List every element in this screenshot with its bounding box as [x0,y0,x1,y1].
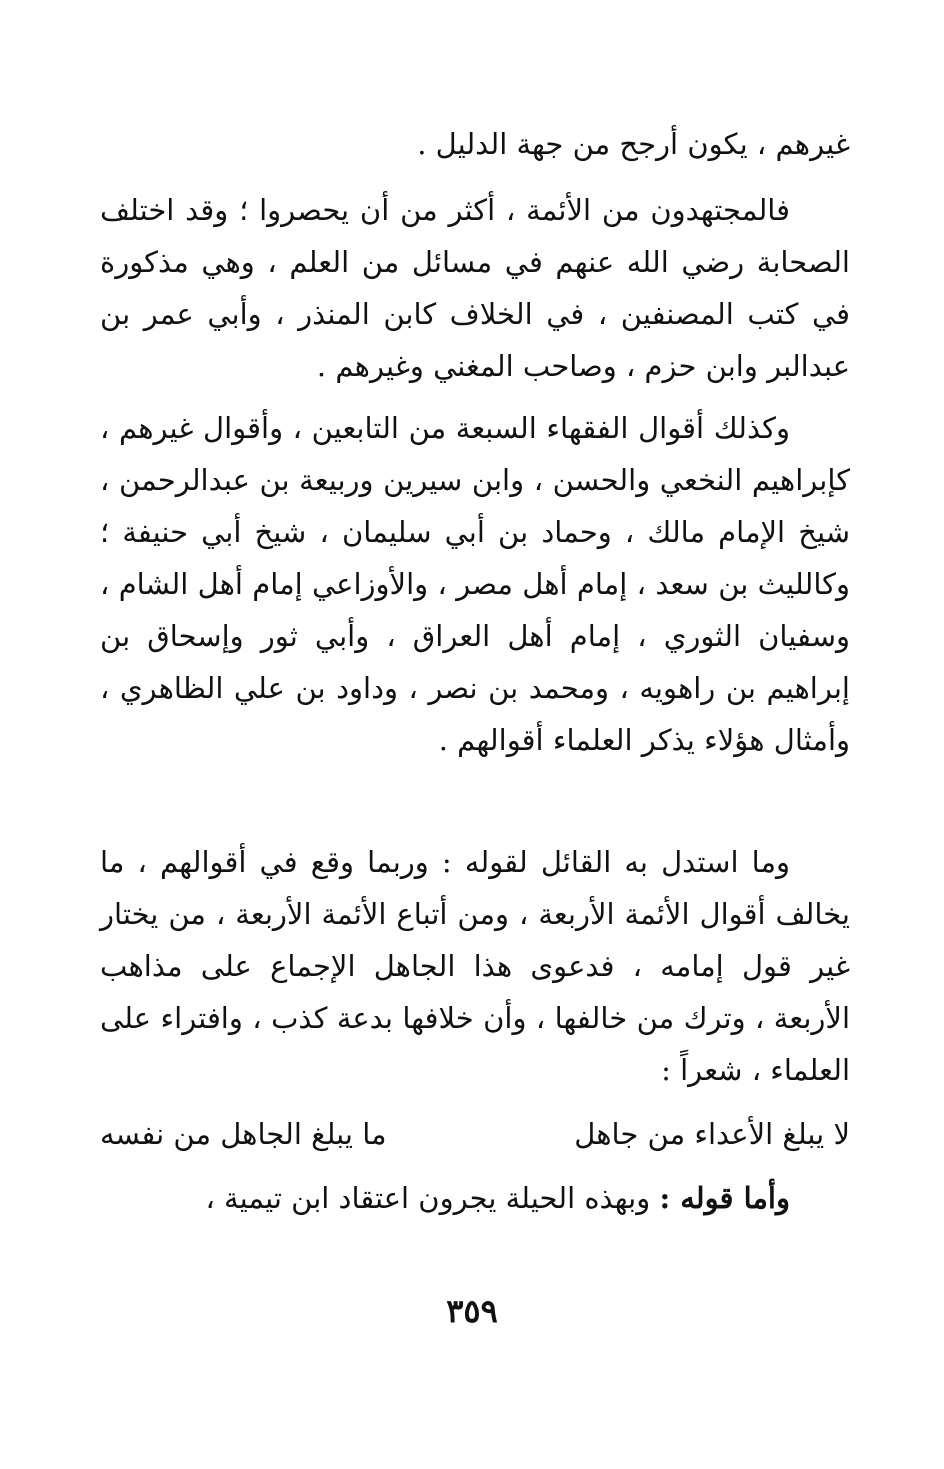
closing-rest: وبهذه الحيلة يجرون اعتقاد ابن تيمية ، [205,1181,651,1215]
closing-lead: وأما قوله : [659,1181,790,1215]
poetry-verse [100,1106,850,1162]
verse-first-hemistich: لا يبلغ الأعداء من جاهل [574,1117,850,1151]
verse-second-hemistich: ما يبلغ الجاهل من نفسه [100,1117,387,1151]
page-number: ٣٥٩ [446,1292,498,1330]
paragraph-istidlal: وما استدل به القائل لقوله : وربما وقع في أقوالهم ، ما يخالف أقوال الأئمة الأربعة ، ومن أتباع الأئمة الأربعة ، من يختار غير قول إمامه ، فدعوى هذا الجاهل الإجماع على مذاهب الأربعة ، وترك من خالفها ، وأن خلافها بدعة كذب ، وافتراء على العلماء ، شعراً : [100,845,850,1087]
paragraph-fuqaha: وكذلك أقوال الفقهاء السبعة من التابعين ، وأقوال غيرهم ، كإبراهيم النخعي والحسن ، وابن سيرين وربيعة بن عبدالرحمن ، شيخ الإمام مالك ، وحماد بن أبي سليمان ، شيخ أبي حنيفة ؛ وكالليث بن سعد ، إمام أهل مصر ، والأوزاعي إمام أهل الشام ، وسفيان الثوري ، إمام أهل العراق ، وأبي ثور وإسحاق بن إبراهيم بن راهويه ، ومحمد بن نصر ، وداود بن علي الظاهري ، وأمثال هؤلاء يذكر العلماء أقوالهم . [100,411,850,757]
paragraph-continuation: غيرهم ، يكون أرجح من جهة الدليل . [417,127,850,161]
paragraph-mujtahidun: فالمجتهدون من الأئمة ، أكثر من أن يحصروا ؛ وقد اختلف الصحابة رضي الله عنهم في مسائل من العلم ، وهي مذكورة في كتب المصنفين ، في الخلاف كابن المنذر ، وأبي عمر بن عبدالبر وابن حزم ، وصاحب المغني وغيرهم . [100,193,850,383]
closing-sentence [100,1170,850,1226]
